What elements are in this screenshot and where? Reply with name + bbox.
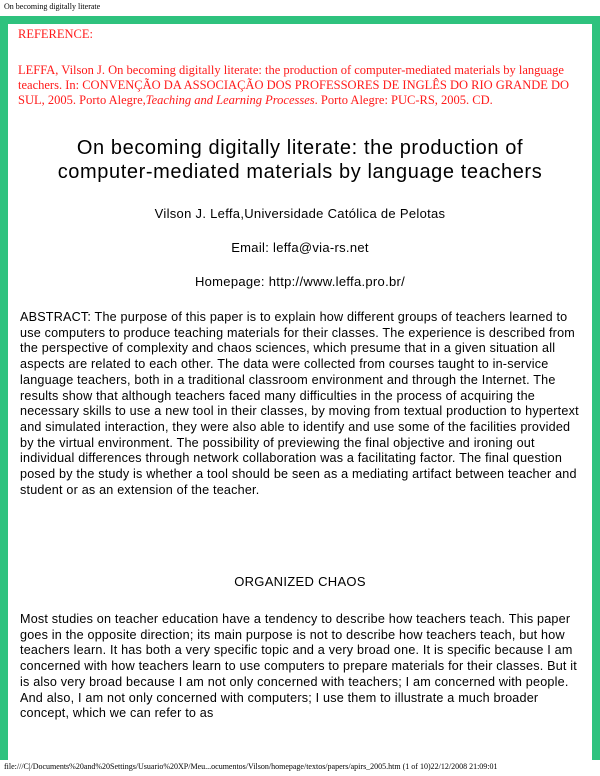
email-line: Email: leffa@via-rs.net: [231, 240, 369, 255]
citation-text: LEFFA, Vilson J. On becoming digitally literate: the production of computer-mediated materials by language teachers. In: CONVENÇÃO DA ASSOCIAÇÃO DOS PROFESSORES DE INGLÊS DO RIO GRANDE DO SUL, 2005. Porto Alegre,: [18, 63, 570, 107]
reference-citation: [18, 63, 578, 108]
document-page: [8, 24, 592, 760]
browser-footer-path: file:///C|/Documents%20and%20Settings/Usuario%20XP/Meu...ocumentos/Vilson/homepage/textos/papers/apirs_2005.htm (1 of 10)22/12/2008 21:09:01: [4, 762, 498, 771]
paper-title: On becoming digitally literate: the production of computer-mediated materials by language teachers: [57, 137, 543, 183]
citation-italic-title: Teaching and Learning Processes: [145, 93, 315, 107]
citation-publisher: . Porto Alegre: PUC-RS, 2005. CD.: [314, 93, 493, 107]
abstract-paragraph: ABSTRACT: The purpose of this paper is to explain how different groups of teachers learned to use computers to produce teaching materials for their classes. The experience is described from the perspective of complexity and chaos sciences, which presume that in a given situation all aspects are related to each other. The data were collected from courses taught to in-service language teachers, both in a traditional classroom environment and through the Internet. The results show that although teachers faced many difficulties in the process of acquiring the necessary skills to use a new tool in their classes, by moving from textual production to hypertext and simulated interaction, they were also able to identify and use some of the facilities provided by the virtual environment. The possibility of previewing the final objective and ironing out individual differences through network collaboration was a facilitating factor. The final question posed by the study is whether a tool should be seen as a mediating artifact between teacher and student or as an extension of the teacher.: [20, 310, 579, 497]
author-line: Vilson J. Leffa,Universidade Católica de Pelotas: [154, 206, 446, 221]
body-paragraph: Most studies on teacher education have a tendency to describe how teachers teach. This paper goes in the opposite direction; its main purpose is not to describe how teachers teach, but how teachers learn. It has both a very specific topic and a very broad one. It is specific because I am concerned with how teachers learn to use computers to prepare materials for their classes. But it is also very broad because I am not only concerned with teachers; I am concerned with people. And also, I am not only concerned with computers; I use them to illustrate a much broader concept, which we can refer to as: [20, 612, 577, 721]
reference-label: REFERENCE:: [18, 27, 94, 41]
browser-header-title: On becoming digitally literate: [4, 2, 101, 11]
homepage-line: Homepage: http://www.leffa.pro.br/: [194, 274, 406, 289]
section-heading: ORGANIZED CHAOS: [234, 574, 366, 589]
